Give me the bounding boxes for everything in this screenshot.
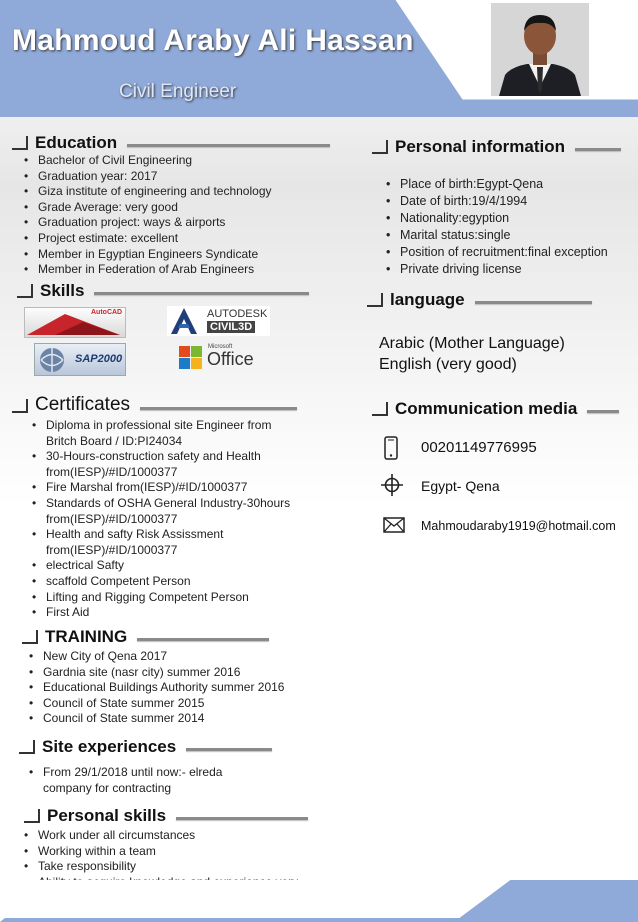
list-item: • Bachelor of Civil Engineering [21,153,321,169]
civil3d-logo [167,306,270,336]
heading-rule [94,292,309,295]
list-item: • Date of birth:19/4/1994 [383,193,635,210]
heading-rule [186,748,272,751]
list-item: • electrical Safty [29,558,294,574]
office-product: Office [207,349,254,369]
list-item: • Marital status:single [383,227,635,244]
job-title: Civil Engineer [119,81,237,102]
site-experiences-title: Site experiences [42,737,177,756]
list-item: • Graduation project: ways & airports [21,215,321,231]
list-item: • Standards of OSHA General Industry-30hours from(IESP)/#ID/1000377 [29,496,294,527]
training-title: TRAINING [45,627,128,646]
list-item: • Diploma in professional site Engineer from Britch Board / ID:PI24034 [29,418,294,449]
list-item: • Member in Egyptian Engineers Syndicate [21,247,321,263]
autocad-logo [24,307,126,338]
list-item: • Graduation year: 2017 [21,169,321,185]
certificates-list [29,418,294,621]
list-item: • Council of State summer 2014 [26,711,316,727]
education-heading [12,133,330,153]
heading-rule [140,407,297,410]
heading-rule [587,410,619,413]
skills-heading [17,281,309,301]
list-item: • Grade Average: very good [21,200,321,216]
language-item: English (very good) [379,356,517,373]
list-item: • Working within a team [21,844,306,860]
training-list [26,649,316,727]
heading-marker [24,809,40,823]
list-item: • Nationality:egyption [383,210,635,227]
location-text: Egypt- Qena [421,478,500,494]
training-heading [22,627,269,647]
phone-icon [384,436,398,464]
heading-marker [372,402,388,416]
civil3d-product: CIVIL3D [207,321,255,333]
list-item: • Private driving license [383,261,635,278]
profile-photo [491,3,589,96]
list-item: • Gardnia site (nasr city) summer 2016 [26,665,316,681]
personal-skills-heading [24,806,308,826]
education-title: Education [35,133,118,152]
autocad-text: AutoCAD [91,309,123,316]
skills-title: Skills [40,281,85,300]
sap2000-logo [34,343,126,376]
mail-icon [383,517,405,537]
list-item: • Take responsibility [21,859,306,875]
list-item: • Member in Federation of Arab Engineers [21,262,321,278]
email-address[interactable]: Mahmoudaraby1919@hotmail.com [421,519,616,533]
list-item: • Place of birth:Egypt-Qena [383,176,635,193]
site-experiences-list [26,765,226,796]
person-name: Mahmoud Araby Ali Hassan [12,24,414,57]
language-list [379,333,565,375]
list-item: • Position of recruitment:final exception [383,244,635,261]
personal-information-title: Personal information [395,137,566,156]
phone-number: 00201149776995 [421,439,537,456]
list-item: • Fire Marshal from(IESP)/#ID/1000377 [29,480,294,496]
heading-marker [17,284,33,298]
list-item: • Giza institute of engineering and technology [21,184,321,200]
civil3d-brand: AUTODESK [207,308,268,320]
list-item: • scaffold Competent Person [29,574,294,590]
list-item: • From 29/1/2018 until now:- elreda company for contracting [26,765,226,796]
list-item: • Lifting and Rigging Competent Person [29,590,294,606]
heading-rule [137,638,269,641]
communication-heading [372,399,619,419]
list-item: • Educational Buildings Authority summer 2016 [26,680,316,696]
site-experiences-heading [19,737,272,757]
heading-rule [475,301,592,304]
heading-marker [19,740,35,754]
heading-marker [12,399,28,413]
list-item: • Council of State summer 2015 [26,696,316,712]
list-item: • New City of Qena 2017 [26,649,316,665]
heading-marker [372,140,388,154]
heading-marker [22,630,38,644]
sap2000-text: SAP2000 [75,353,123,365]
communication-title: Communication media [395,399,578,418]
personal-information-list [383,176,635,278]
language-heading [367,290,592,310]
list-item: • Work under all circumstances [21,828,306,844]
language-item: Arabic (Mother Language) [379,335,565,352]
language-title: language [390,290,465,309]
heading-rule [575,148,621,151]
certificates-heading [12,394,297,416]
heading-rule [176,817,308,820]
heading-rule [127,144,330,147]
office-logo [178,343,258,373]
office-brand: Microsoft [208,344,233,350]
location-icon [381,474,403,500]
heading-marker [12,136,28,150]
certificates-title: Certificates [35,394,131,415]
personal-information-heading [372,137,621,157]
list-item: • First Aid [29,605,294,621]
education-list [21,153,321,278]
heading-marker [367,293,383,307]
list-item: • Project estimate: excellent [21,231,321,247]
list-item: • Health and safty Risk Assissment from(IESP)/#ID/1000377 [29,527,294,558]
personal-skills-title: Personal skills [47,806,167,825]
list-item: • 30-Hours-construction safety and Health from(IESP)/#ID/1000377 [29,449,294,480]
